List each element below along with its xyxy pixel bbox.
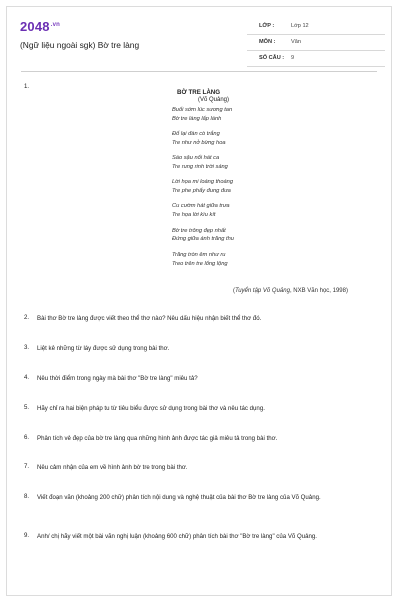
- poem-stanza: [172, 227, 234, 245]
- meta-key: MÔN :: [259, 39, 276, 45]
- question-text: Hãy chỉ ra hai biện pháp tu từ tiêu biểu được sử dụng trong bài thơ và nêu tác dụng.: [37, 405, 265, 412]
- poem-line: Tre rung rinh trời sáng: [172, 164, 228, 171]
- poem-line: Tre phe phẩy đung đưa: [172, 188, 231, 195]
- question-text: Anh/ chị hãy viết một bài văn nghị luận (khoảng 600 chữ) phân tích bài thơ "Bờ tre làng" của Võ Quảng.: [37, 533, 317, 540]
- question-number: 5.: [24, 404, 30, 411]
- meta-info: [247, 19, 385, 67]
- question-text: Phân tích vẻ đẹp của bờ tre làng qua những hình ảnh được tác giả miêu tả trong bài thơ.: [37, 435, 278, 442]
- question-number: 7.: [24, 463, 30, 470]
- question-text: Nêu thời điểm trong ngày mà bài thơ "Bờ tre làng" miêu tả?: [37, 375, 198, 382]
- logo-main: 2048: [20, 19, 50, 34]
- question-text: Viết đoạn văn (khoảng 200 chữ) phân tích nội dung và nghệ thuật của bài thơ Bờ tre làng của Võ Quảng.: [37, 494, 321, 501]
- question-number: 1.: [24, 83, 30, 90]
- poem-line: Buổi sớm lúc sương tan: [172, 107, 233, 113]
- question-text: Liệt kê những từ láy được sử dụng trong bài thơ.: [37, 345, 170, 352]
- header-divider: [21, 71, 377, 72]
- poem-line: Treo trên tre lống lộng: [172, 260, 228, 267]
- question-number: 9.: [24, 532, 30, 539]
- meta-row-subject: [247, 35, 385, 51]
- meta-row-question-count: [247, 51, 385, 67]
- logo-tld: .vn: [50, 21, 61, 28]
- meta-row-class: [247, 19, 385, 35]
- source-book: Tuyển tập Võ Quảng: [235, 288, 290, 294]
- meta-value: Văn: [291, 39, 301, 45]
- poem-source: [233, 288, 348, 294]
- poem-stanza: [172, 178, 234, 196]
- poem-line: Tre họa lời kìu kít: [172, 212, 216, 219]
- document-title: (Ngữ liệu ngoài sgk) Bờ tre làng: [20, 40, 140, 50]
- question-text: Nêu cảm nhận của em về hình ảnh bờ tre trong bài thơ.: [37, 464, 188, 471]
- meta-key: SỐ CÂU :: [259, 55, 285, 61]
- question-number: 2.: [24, 314, 30, 321]
- meta-value: 9: [291, 55, 295, 61]
- poem-line: Lời họa mi loáng thoáng: [172, 179, 233, 186]
- question-number: 8.: [24, 493, 30, 500]
- poem-stanza: [172, 130, 234, 148]
- worksheet-page: [6, 6, 392, 596]
- site-logo[interactable]: [20, 19, 60, 34]
- question-number: 4.: [24, 374, 30, 381]
- question-number: 6.: [24, 434, 30, 441]
- poem-title: BỜ TRE LÀNG: [177, 89, 221, 96]
- source-prefix: (: [233, 288, 235, 294]
- meta-value: Lớp 12: [291, 23, 309, 29]
- poem-author: (Võ Quảng): [198, 97, 230, 103]
- poem-line: Đứng giữa ánh trăng thu: [172, 236, 234, 243]
- poem-line: Tre như nở bừng hoa: [172, 140, 226, 147]
- poem-stanza: [172, 154, 234, 172]
- poem-stanza: [172, 106, 234, 124]
- question-text: Bài thơ Bờ tre làng được viết theo thể thơ nào? Nêu dấu hiệu nhận biết thể thơ đó.: [37, 315, 262, 322]
- poem-line: Đổ lại đàn cò trắng: [172, 131, 220, 138]
- poem-line: Cu cườm hát giữa trưa: [172, 203, 230, 210]
- poem-stanza: [172, 202, 234, 220]
- question-number: 3.: [24, 344, 30, 351]
- meta-key: LỚP :: [259, 23, 275, 29]
- poem-line: Trăng tròn êm như ru: [172, 251, 226, 258]
- source-suffix: , NXB Văn học, 1998): [289, 288, 348, 294]
- poem-body: [172, 106, 234, 275]
- poem-line: Bờ tre làng lấp lánh: [172, 115, 222, 122]
- poem-line: Sáo sậu nối hát ca: [172, 155, 220, 162]
- poem-line: Bờ tre trông đẹp nhất: [172, 227, 226, 234]
- poem-stanza: [172, 251, 234, 269]
